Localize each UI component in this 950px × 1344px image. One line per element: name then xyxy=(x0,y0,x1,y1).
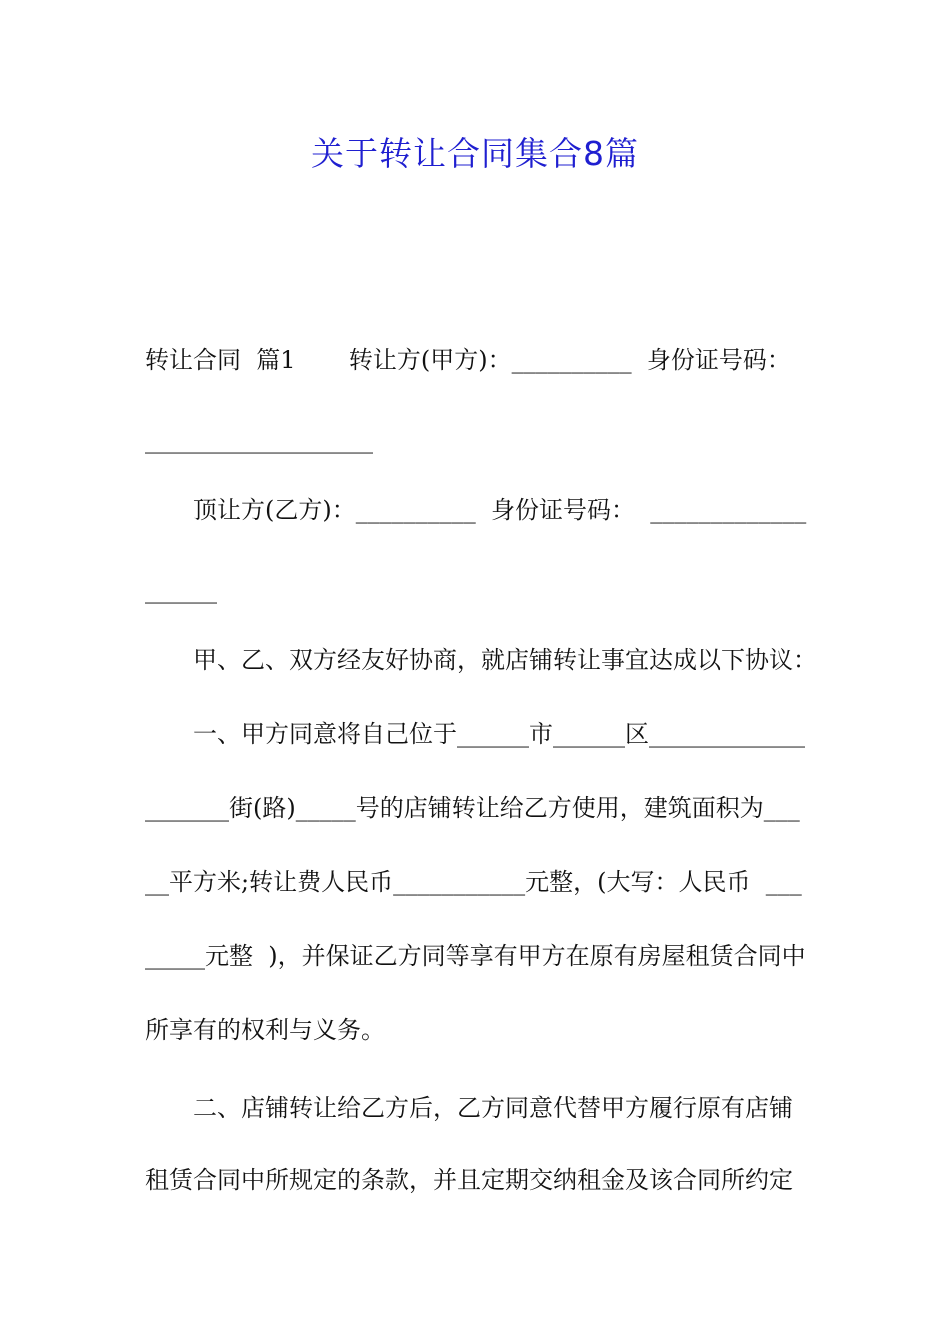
text-line: 二、店铺转让给乙方后，乙方同意代替甲方履行原有店铺 xyxy=(193,1094,793,1122)
text-line: 顶让方(乙方)：__________ 身份证号码： _____________ xyxy=(193,496,807,524)
text-line: 甲、乙、双方经友好协商，就店铺转让事宜达成以下协议： xyxy=(193,646,817,674)
text-line: _______街(路)_____号的店铺转让给乙方使用，建筑面积为___ xyxy=(145,794,800,822)
text-line: __平方米;转让费人民币___________元整，(大写：人民币 ___ xyxy=(145,868,802,896)
text-line: _____元整 )，并保证乙方同等享有甲方在原有房屋租赁合同中 xyxy=(145,942,806,970)
text-line: ______ xyxy=(145,576,217,604)
text-line: ___________________ xyxy=(145,426,373,454)
text-line: 一、甲方同意将自己位于______市______区_____________ xyxy=(193,720,805,748)
document-title: 关于转让合同集合8篇 xyxy=(311,134,639,173)
text-line: 租赁合同中所规定的条款，并且定期交纳租金及该合同所约定 xyxy=(145,1166,793,1194)
text-line: 所享有的权利与义务。 xyxy=(145,1016,385,1044)
text-line: 转让合同 篇1 转让方(甲方)：__________ 身份证号码： xyxy=(145,346,791,374)
